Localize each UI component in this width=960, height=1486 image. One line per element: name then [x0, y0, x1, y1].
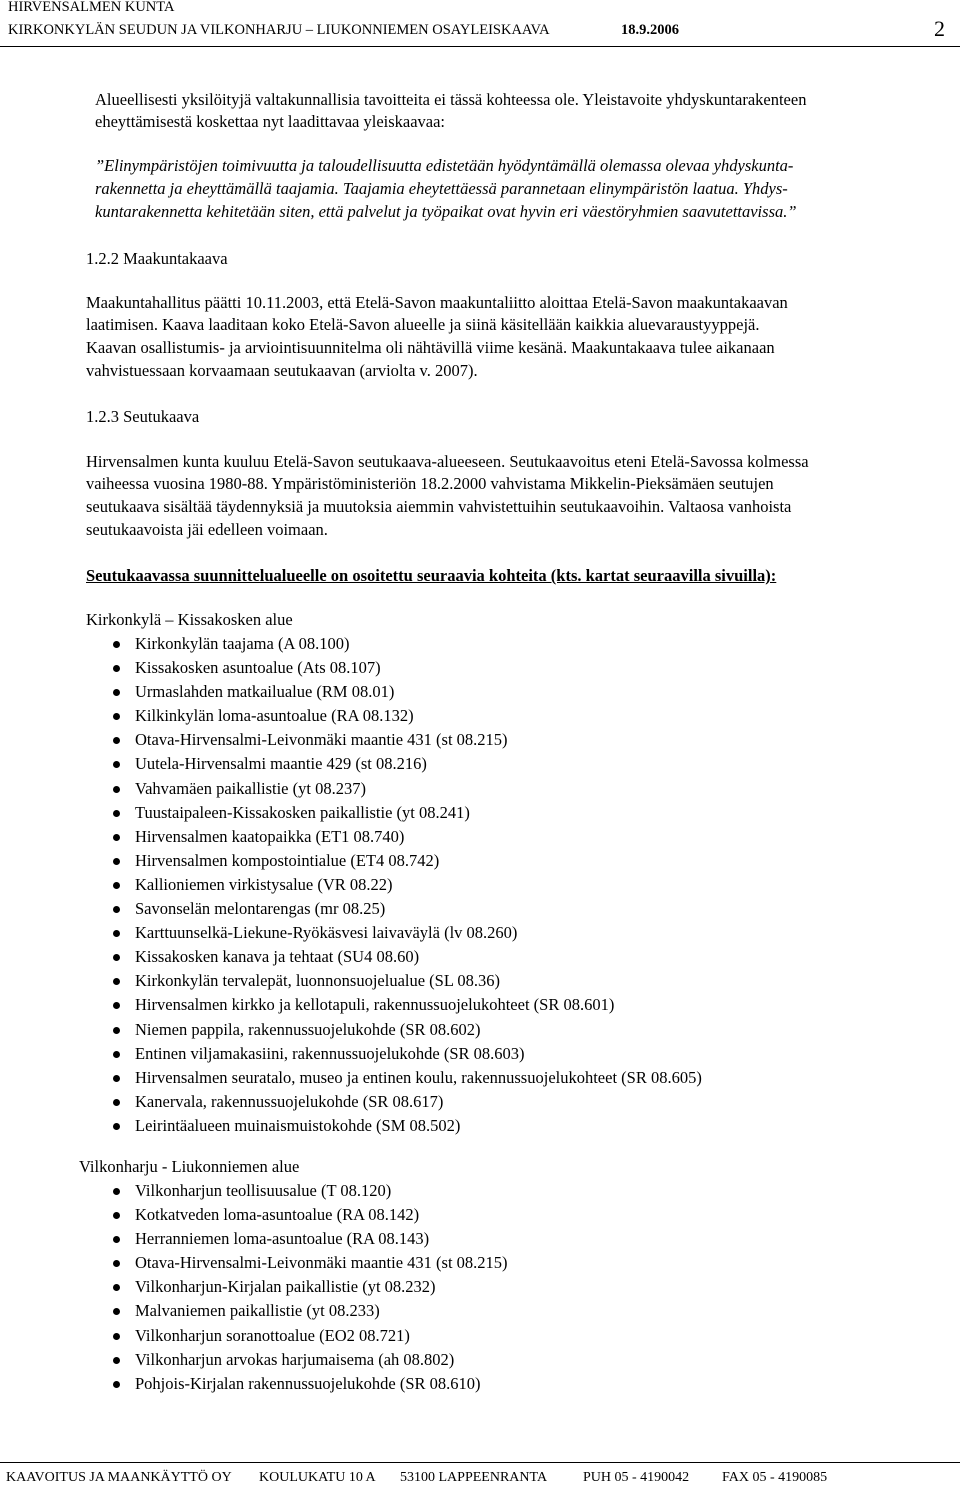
bullet-icon [113, 1284, 120, 1291]
bullet-icon [113, 786, 120, 793]
list-item: Hirvensalmen kompostointialue (ET4 08.742) [119, 849, 702, 873]
list-item: Kirkonkylän tervalepät, luonnonsuojelualue (SL 08.36) [119, 969, 702, 993]
list-item: Leirintäalueen muinaismuistokohde (SM 08.502) [119, 1114, 702, 1138]
footer-company: KAAVOITUS JA MAANKÄYTTÖ OY [6, 1470, 232, 1485]
list-item: Malvaniemen paikallistie (yt 08.233) [119, 1299, 508, 1323]
bullet-icon [113, 1188, 120, 1195]
list-item: Kanervala, rakennussuojelukohde (SR 08.617) [119, 1090, 702, 1114]
footer-street: KOULUKATU 10 A [259, 1470, 376, 1485]
bullet-icon [113, 978, 120, 985]
footer-fax: FAX 05 - 4190085 [722, 1470, 828, 1485]
footer-rule [0, 1462, 960, 1463]
quote-line: ”Elinympäristöjen toimivuutta ja taloudellisuutta edistetään hyödyntämällä olemassa olevaa yhdyskunta- [95, 156, 794, 175]
area1-list [119, 632, 702, 1138]
list-item: Vahvamäen paikallistie (yt 08.237) [119, 777, 702, 801]
footer-phone: PUH 05 - 4190042 [583, 1470, 690, 1485]
bullet-icon [113, 1075, 120, 1082]
list-item: Vilkonharjun soranottoalue (EO2 08.721) [119, 1324, 508, 1348]
bullet-icon [113, 1260, 120, 1267]
bullet-icon [113, 930, 120, 937]
bullet-icon [113, 906, 120, 913]
area-title-vilkonharju: Vilkonharju - Liukonniemen alue [79, 1157, 300, 1176]
bullet-icon [113, 1002, 120, 1009]
list-item: Kissakosken asuntoalue (Ats 08.107) [119, 656, 702, 680]
paragraph-line: Hirvensalmen kunta kuuluu Etelä-Savon seutukaava-alueeseen. Seutukaavoitus eteni Etelä-Savossa kolmessa [86, 452, 809, 471]
paragraph-line: seutukaava sisältää täydennyksiä ja muutoksia aiemmin vahvistettuihin seutukaavoihin. Valtaosa vanhoista [86, 497, 792, 516]
intro-line: eheyttämisestä koskettaa nyt laadittavaa yleiskaavaa: [95, 112, 446, 131]
list-item: Uutela-Hirvensalmi maantie 429 (st 08.216) [119, 752, 702, 776]
paragraph-line: seutukaavoista jäi edelleen voimaan. [86, 520, 328, 539]
list-item: Otava-Hirvensalmi-Leivonmäki maantie 431 (st 08.215) [119, 728, 702, 752]
footer-city: 53100 LAPPEENRANTA [400, 1470, 548, 1485]
bullet-icon [113, 834, 120, 841]
bullet-icon [113, 1027, 120, 1034]
header-date: 18.9.2006 [621, 22, 679, 38]
area2-list [119, 1179, 508, 1396]
bullet-icon [113, 713, 120, 720]
intro-line: Alueellisesti yksilöityjä valtakunnallisia tavoitteita ei tässä kohteessa ole. Yleistavoite yhdyskuntarakenteen [95, 90, 807, 109]
section-heading-maakuntakaava: 1.2.2 Maakuntakaava [86, 249, 228, 268]
bullet-icon [113, 665, 120, 672]
bullet-icon [113, 810, 120, 817]
list-item: Niemen pappila, rakennussuojelukohde (SR 08.602) [119, 1018, 702, 1042]
area-title-kirkonkyla: Kirkonkylä – Kissakosken alue [86, 610, 293, 629]
bullet-icon [113, 1123, 120, 1130]
list-item: Kissakosken kanava ja tehtaat (SU4 08.60) [119, 945, 702, 969]
bullet-icon [113, 641, 120, 648]
page-number: 2 [934, 16, 945, 41]
list-item: Tuustaipaleen-Kissakosken paikallistie (yt 08.241) [119, 801, 702, 825]
paragraph-line: vahvistuessaan korvaamaan seutukaavan (arviolta v. 2007). [86, 361, 478, 380]
bullet-icon [113, 689, 120, 696]
list-item: Karttuunselkä-Liekune-Ryökäsvesi laivaväylä (lv 08.260) [119, 921, 702, 945]
list-item: Hirvensalmen kirkko ja kellotapuli, rakennussuojelukohteet (SR 08.601) [119, 993, 702, 1017]
bullet-icon [113, 737, 120, 744]
quote-line: kuntarakennetta kehitetään siten, että palvelut ja työpaikat ovat hyvin eri väestöryhmien saavutettavissa.” [95, 202, 797, 221]
list-item: Urmaslahden matkailualue (RM 08.01) [119, 680, 702, 704]
list-item: Pohjois-Kirjalan rakennussuojelukohde (SR 08.610) [119, 1372, 508, 1396]
bullet-icon [113, 858, 120, 865]
list-item: Hirvensalmen kaatopaikka (ET1 08.740) [119, 825, 702, 849]
bullet-icon [113, 1381, 120, 1388]
list-item: Vilkonharjun teollisuusalue (T 08.120) [119, 1179, 508, 1203]
paragraph-line: Maakuntahallitus päätti 10.11.2003, että Etelä-Savon maakuntaliitto aloittaa Etelä-Savon maakuntakaavan [86, 293, 788, 312]
header-org: HIRVENSALMEN KUNTA [8, 0, 175, 15]
list-item: Hirvensalmen seuratalo, museo ja entinen koulu, rakennussuojelukohteet (SR 08.605) [119, 1066, 702, 1090]
list-item: Vilkonharjun arvokas harjumaisema (ah 08.802) [119, 1348, 508, 1372]
bullet-icon [113, 1051, 120, 1058]
paragraph-line: laatimisen. Kaava laaditaan koko Etelä-Savon alueelle ja siinä käsitellään kaikkia aluevaraustyyppejä. [86, 315, 760, 334]
list-item: Kotkatveden loma-asuntoalue (RA 08.142) [119, 1203, 508, 1227]
list-item: Entinen viljamakasiini, rakennussuojelukohde (SR 08.603) [119, 1042, 702, 1066]
bullet-icon [113, 1212, 120, 1219]
header-plan-title: KIRKONKYLÄN SEUDUN JA VILKONHARJU – LIUKONNIEMEN OSAYLEISKAAVA [8, 22, 550, 38]
section-heading-seutukaava: 1.2.3 Seutukaava [86, 407, 200, 426]
header-rule [0, 46, 960, 47]
list-item: Savonselän melontarengas (mr 08.25) [119, 897, 702, 921]
bullet-icon [113, 1099, 120, 1106]
bullet-icon [113, 882, 120, 889]
targets-heading: Seutukaavassa suunnittelualueelle on osoitettu seuraavia kohteita (kts. kartat seuraavilla sivuilla): [86, 566, 777, 585]
paragraph-line: Kaavan osallistumis- ja arviointisuunnitelma oli nähtävillä viime kesänä. Maakuntakaava tulee aikanaan [86, 338, 775, 357]
list-item: Kirkonkylän taajama (A 08.100) [119, 632, 702, 656]
quote-line: rakennetta ja eheyttämällä taajamia. Taajamia eheytettäessä parannetaan elinympäristön laatua. Yhdys- [95, 179, 788, 198]
list-item: Otava-Hirvensalmi-Leivonmäki maantie 431 (st 08.215) [119, 1251, 508, 1275]
bullet-icon [113, 1357, 120, 1364]
list-item: Vilkonharjun-Kirjalan paikallistie (yt 08.232) [119, 1275, 508, 1299]
bullet-icon [113, 1236, 120, 1243]
bullet-icon [113, 954, 120, 961]
bullet-icon [113, 1333, 120, 1340]
list-item: Herranniemen loma-asuntoalue (RA 08.143) [119, 1227, 508, 1251]
list-item: Kilkinkylän loma-asuntoalue (RA 08.132) [119, 704, 702, 728]
bullet-icon [113, 761, 120, 768]
list-item: Kallioniemen virkistysalue (VR 08.22) [119, 873, 702, 897]
paragraph-line: vaiheessa vuosina 1980-88. Ympäristöministeriön 18.2.2000 vahvistama Mikkelin-Pieksämäen seutujen [86, 474, 774, 493]
bullet-icon [113, 1308, 120, 1315]
